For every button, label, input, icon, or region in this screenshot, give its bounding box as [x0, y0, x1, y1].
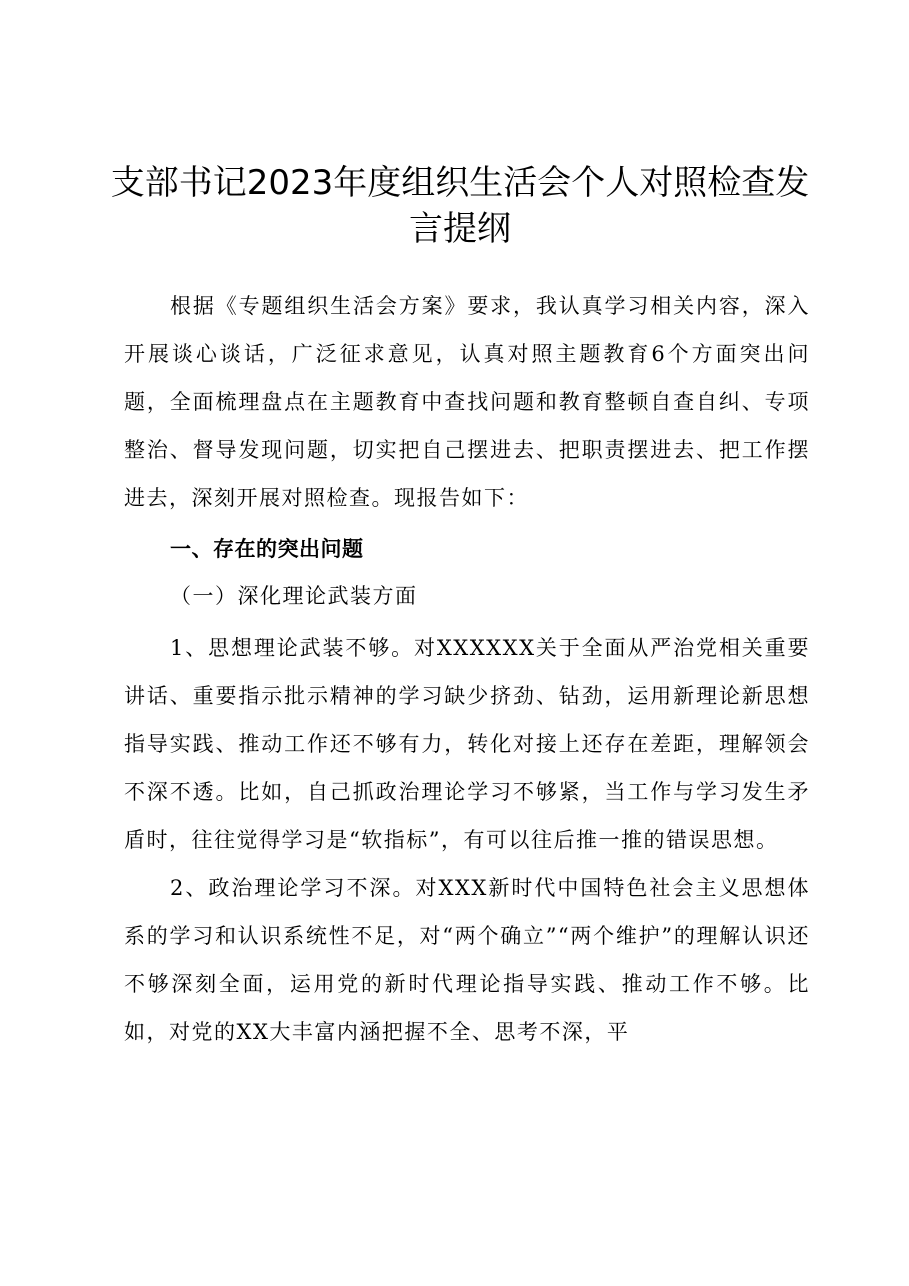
subsection-heading-theory: （一）深化理论武装方面	[170, 584, 418, 608]
section-heading-problems: 一、存在的突出问题	[170, 537, 364, 561]
point-paragraph-2: 2、政治理论学习不深。对XXX新时代中国特色社会主义思想体系的学习和认识系统性不足，对“两个确立”“两个维护”的理解认识还不够深刻全面，运用党的新时代理论指导实践、推动工作不够。比如，对党的XX大丰富内涵把握不全、思考不深，平	[124, 876, 810, 1044]
point-paragraph-1: 1、思想理论武装不够。对XXXXXX关于全面从严治党相关重要讲话、重要指示批示精神的学习缺少挤劲、钻劲，运用新理论新思想指导实践、推动工作还不够有力，转化对接上还存在差距，理解领会不深不透。比如，自己抓政治理论学习不够紧，当工作与学习发生矛盾时，往往觉得学习是“软指标”，有可以往后推一推的错误思想。	[124, 636, 810, 852]
document-body	[124, 282, 810, 1056]
document-title: 支部书记2023年度组织生活会个人对照检查发言提纲	[110, 163, 810, 249]
intro-paragraph: 根据《专题组织生活会方案》要求，我认真学习相关内容，深入开展谈心谈话，广泛征求意见，认真对照主题教育6个方面突出问题，全面梳理盘点在主题教育中查找问题和教育整顿自查自纠、专项整治、督导发现问题，切实把自己摆进去、把职责摆进去、把工作摆进去，深刻开展对照检查。现报告如下：	[124, 294, 810, 510]
